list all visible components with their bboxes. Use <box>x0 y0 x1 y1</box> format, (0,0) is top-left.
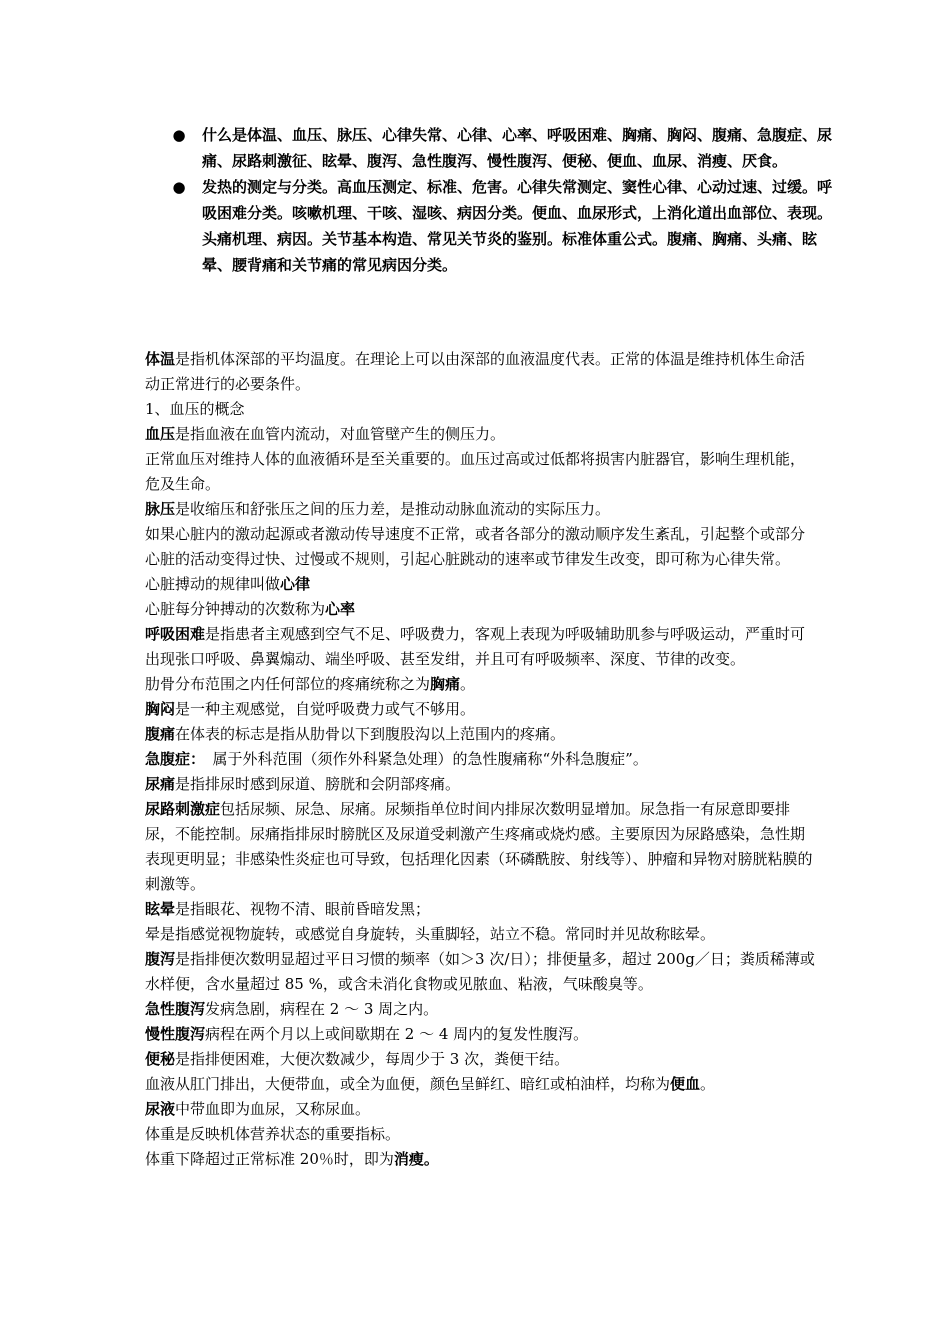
paragraph-text: 晕是指感觉视物旋转，或感觉自身旋转，头重脚轻，站立不稳。常同时并见故称眩晕。 <box>145 925 716 943</box>
body-paragraph <box>145 772 815 797</box>
paragraph-text: 体重下降超过正常标准 20％时，即为 <box>145 1150 394 1168</box>
body-paragraph <box>145 1122 815 1147</box>
term-bold: 心率 <box>325 600 356 618</box>
bullet-text: 什么是体温、血压、脉压、心律失常、心律、心率、呼吸困难、胸痛、胸闷、腹痛、急腹症、尿痛、尿路刺激征、眩晕、腹泻、急性腹泻、慢性腹泻、便秘、便血、血尿、消瘦、厌食。 <box>202 126 833 170</box>
term-bold: 便血 <box>670 1075 701 1093</box>
paragraph-text: 是指患者主观感到空气不足、呼吸费力，客观上表现为呼吸辅助肌参与呼吸运动，严重时可出现张口呼吸、鼻翼煽动、端坐呼吸、甚至发绀，并且可有呼吸频率、深度、节律的改变。 <box>145 625 806 668</box>
term-bold: 胸闷 <box>145 700 176 718</box>
paragraph-tail: 。 <box>700 1075 716 1093</box>
paragraph-text: 正常血压对维持人体的血液循环是至关重要的。血压过高或过低都将损害内脏器官，影响生理机能，危及生命。 <box>145 450 806 493</box>
term-bold: 腹泻 <box>145 950 176 968</box>
term-bold: 尿痛 <box>145 775 176 793</box>
term-bold: 慢性腹泻 <box>145 1025 206 1043</box>
body-paragraph <box>145 722 815 747</box>
paragraph-tail: 。 <box>460 675 476 693</box>
paragraph-text: 血液从肛门排出，大便带血，或全为血便，颜色呈鲜红、暗红或柏油样，均称为 <box>145 1075 671 1093</box>
paragraph-text: 是指排尿时感到尿道、膀胱和会阴部疼痛。 <box>175 775 461 793</box>
term-bold: 呼吸困难 <box>145 625 206 643</box>
body-paragraph <box>145 422 815 447</box>
term-bold: 眩晕 <box>145 900 176 918</box>
term-bold: 体温 <box>145 350 176 368</box>
paragraph-text: 是指机体深部的平均温度。在理论上可以由深部的血液温度代表。正常的体温是维持机体生命活动正常进行的必要条件。 <box>145 350 806 393</box>
body-paragraph <box>145 747 815 772</box>
paragraph-text: 包括尿频、尿急、尿痛。尿频指单位时间内排尿次数明显增加。尿急指一有尿意即要排尿，不能控制。尿痛指排尿时膀胱区及尿道受刺激产生疼痛或烧灼感。主要原因为尿路感染，急性期表现更明显；非感染性炎症也可导致，包括理化因素（环磷酰胺、射线等）、肿瘤和异物对膀胱粘膜的刺激等。 <box>145 800 813 893</box>
term-bold: 急腹症： <box>145 750 198 768</box>
bullet-dot-icon: ● <box>172 178 186 196</box>
body-paragraph <box>145 1072 815 1097</box>
body-paragraph <box>145 697 815 722</box>
paragraph-text: 是一种主观感觉，自觉呼吸费力或气不够用。 <box>175 700 476 718</box>
body-paragraph <box>145 1147 815 1172</box>
bullet-dot-icon: ● <box>172 126 186 144</box>
bullet-text: 发热的测定与分类。高血压测定、标准、危害。心律失常测定、窦性心律、心动过速、过缓。呼吸困难分类。咳嗽机理、干咳、湿咳、病因分类。便血、血尿形式，上消化道出血部位、表现。头痛机理、病因。关节基本构造、常见关节炎的鉴别。标准体重公式。腹痛、胸痛、头痛、眩晕、腰背痛和关节痛的常见病因分类。 <box>202 178 833 274</box>
paragraph-text: 心脏搏动的规律叫做 <box>145 575 281 593</box>
body-paragraph <box>145 672 815 697</box>
body-paragraph <box>145 597 815 622</box>
paragraph-text: 心脏每分钟搏动的次数称为 <box>145 600 326 618</box>
term-bold: 尿路刺激症 <box>145 800 221 818</box>
summary-bullet-list <box>172 122 832 278</box>
body-paragraph <box>145 447 815 497</box>
term-bold: 腹痛 <box>145 725 176 743</box>
paragraph-text: 1、血压的概念 <box>145 400 245 418</box>
paragraph-text: 是指眼花、视物不清、眼前昏暗发黑； <box>175 900 431 918</box>
paragraph-text: 在体表的标志是指从肋骨以下到腹股沟以上范围内的疼痛。 <box>175 725 566 743</box>
body-paragraph <box>145 522 815 572</box>
paragraph-text: 发病急剧，病程在 2 ～ 3 周之内。 <box>205 1000 439 1018</box>
body-paragraph <box>145 897 815 922</box>
body-paragraph <box>145 947 815 997</box>
body-paragraph <box>145 397 815 422</box>
paragraph-text: 如果心脏内的激动起源或者激动传导速度不正常，或者各部分的激动顺序发生紊乱，引起整个或部分心脏的活动变得过快、过慢或不规则，引起心脏跳动的速率或节律发生改变，即可称为心律失常。 <box>145 525 806 568</box>
bullet-item <box>172 174 832 278</box>
term-bold: 血压 <box>145 425 176 443</box>
body-paragraph <box>145 797 815 897</box>
body-paragraph <box>145 347 815 397</box>
body-paragraph <box>145 497 815 522</box>
term-bold: 尿液 <box>145 1100 176 1118</box>
body-paragraph <box>145 1022 815 1047</box>
term-bold: 消瘦。 <box>393 1150 439 1168</box>
paragraph-text: 肋骨分布范围之内任何部位的疼痛统称之为 <box>145 675 431 693</box>
body-paragraph <box>145 572 815 597</box>
term-bold: 胸痛 <box>430 675 461 693</box>
body-paragraph <box>145 622 815 672</box>
body-paragraph <box>145 997 815 1022</box>
body-paragraph <box>145 922 815 947</box>
body-paragraph <box>145 1047 815 1072</box>
document-body <box>145 347 815 1172</box>
paragraph-text: 是指血液在血管内流动，对血管壁产生的侧压力。 <box>175 425 506 443</box>
term-bold: 便秘 <box>145 1050 176 1068</box>
paragraph-text: 中带血即为血尿，又称尿血。 <box>175 1100 371 1118</box>
bullet-item <box>172 122 832 174</box>
term-bold: 脉压 <box>145 500 176 518</box>
paragraph-text: 是指排便次数明显超过平日习惯的频率（如＞3 次/日）；排便量多，超过 200g／日；粪质稀薄或水样便，含水量超过 85 %，或含未消化食物或见脓血、粘液，气味酸臭等。 <box>145 950 815 993</box>
paragraph-text: 体重是反映机体营养状态的重要指标。 <box>145 1125 401 1143</box>
paragraph-text: 属于外科范围（须作外科紧急处理）的急性腹痛称“外科急腹症”。 <box>197 750 648 768</box>
paragraph-text: 病程在两个月以上或间歇期在 2 ～ 4 周内的复发性腹泻。 <box>205 1025 589 1043</box>
paragraph-text: 是指排便困难，大便次数减少，每周少于 3 次，粪便干结。 <box>175 1050 570 1068</box>
body-paragraph <box>145 1097 815 1122</box>
term-bold: 急性腹泻 <box>145 1000 206 1018</box>
paragraph-text: 是收缩压和舒张压之间的压力差，是推动动脉血流动的实际压力。 <box>175 500 611 518</box>
term-bold: 心律 <box>280 575 311 593</box>
